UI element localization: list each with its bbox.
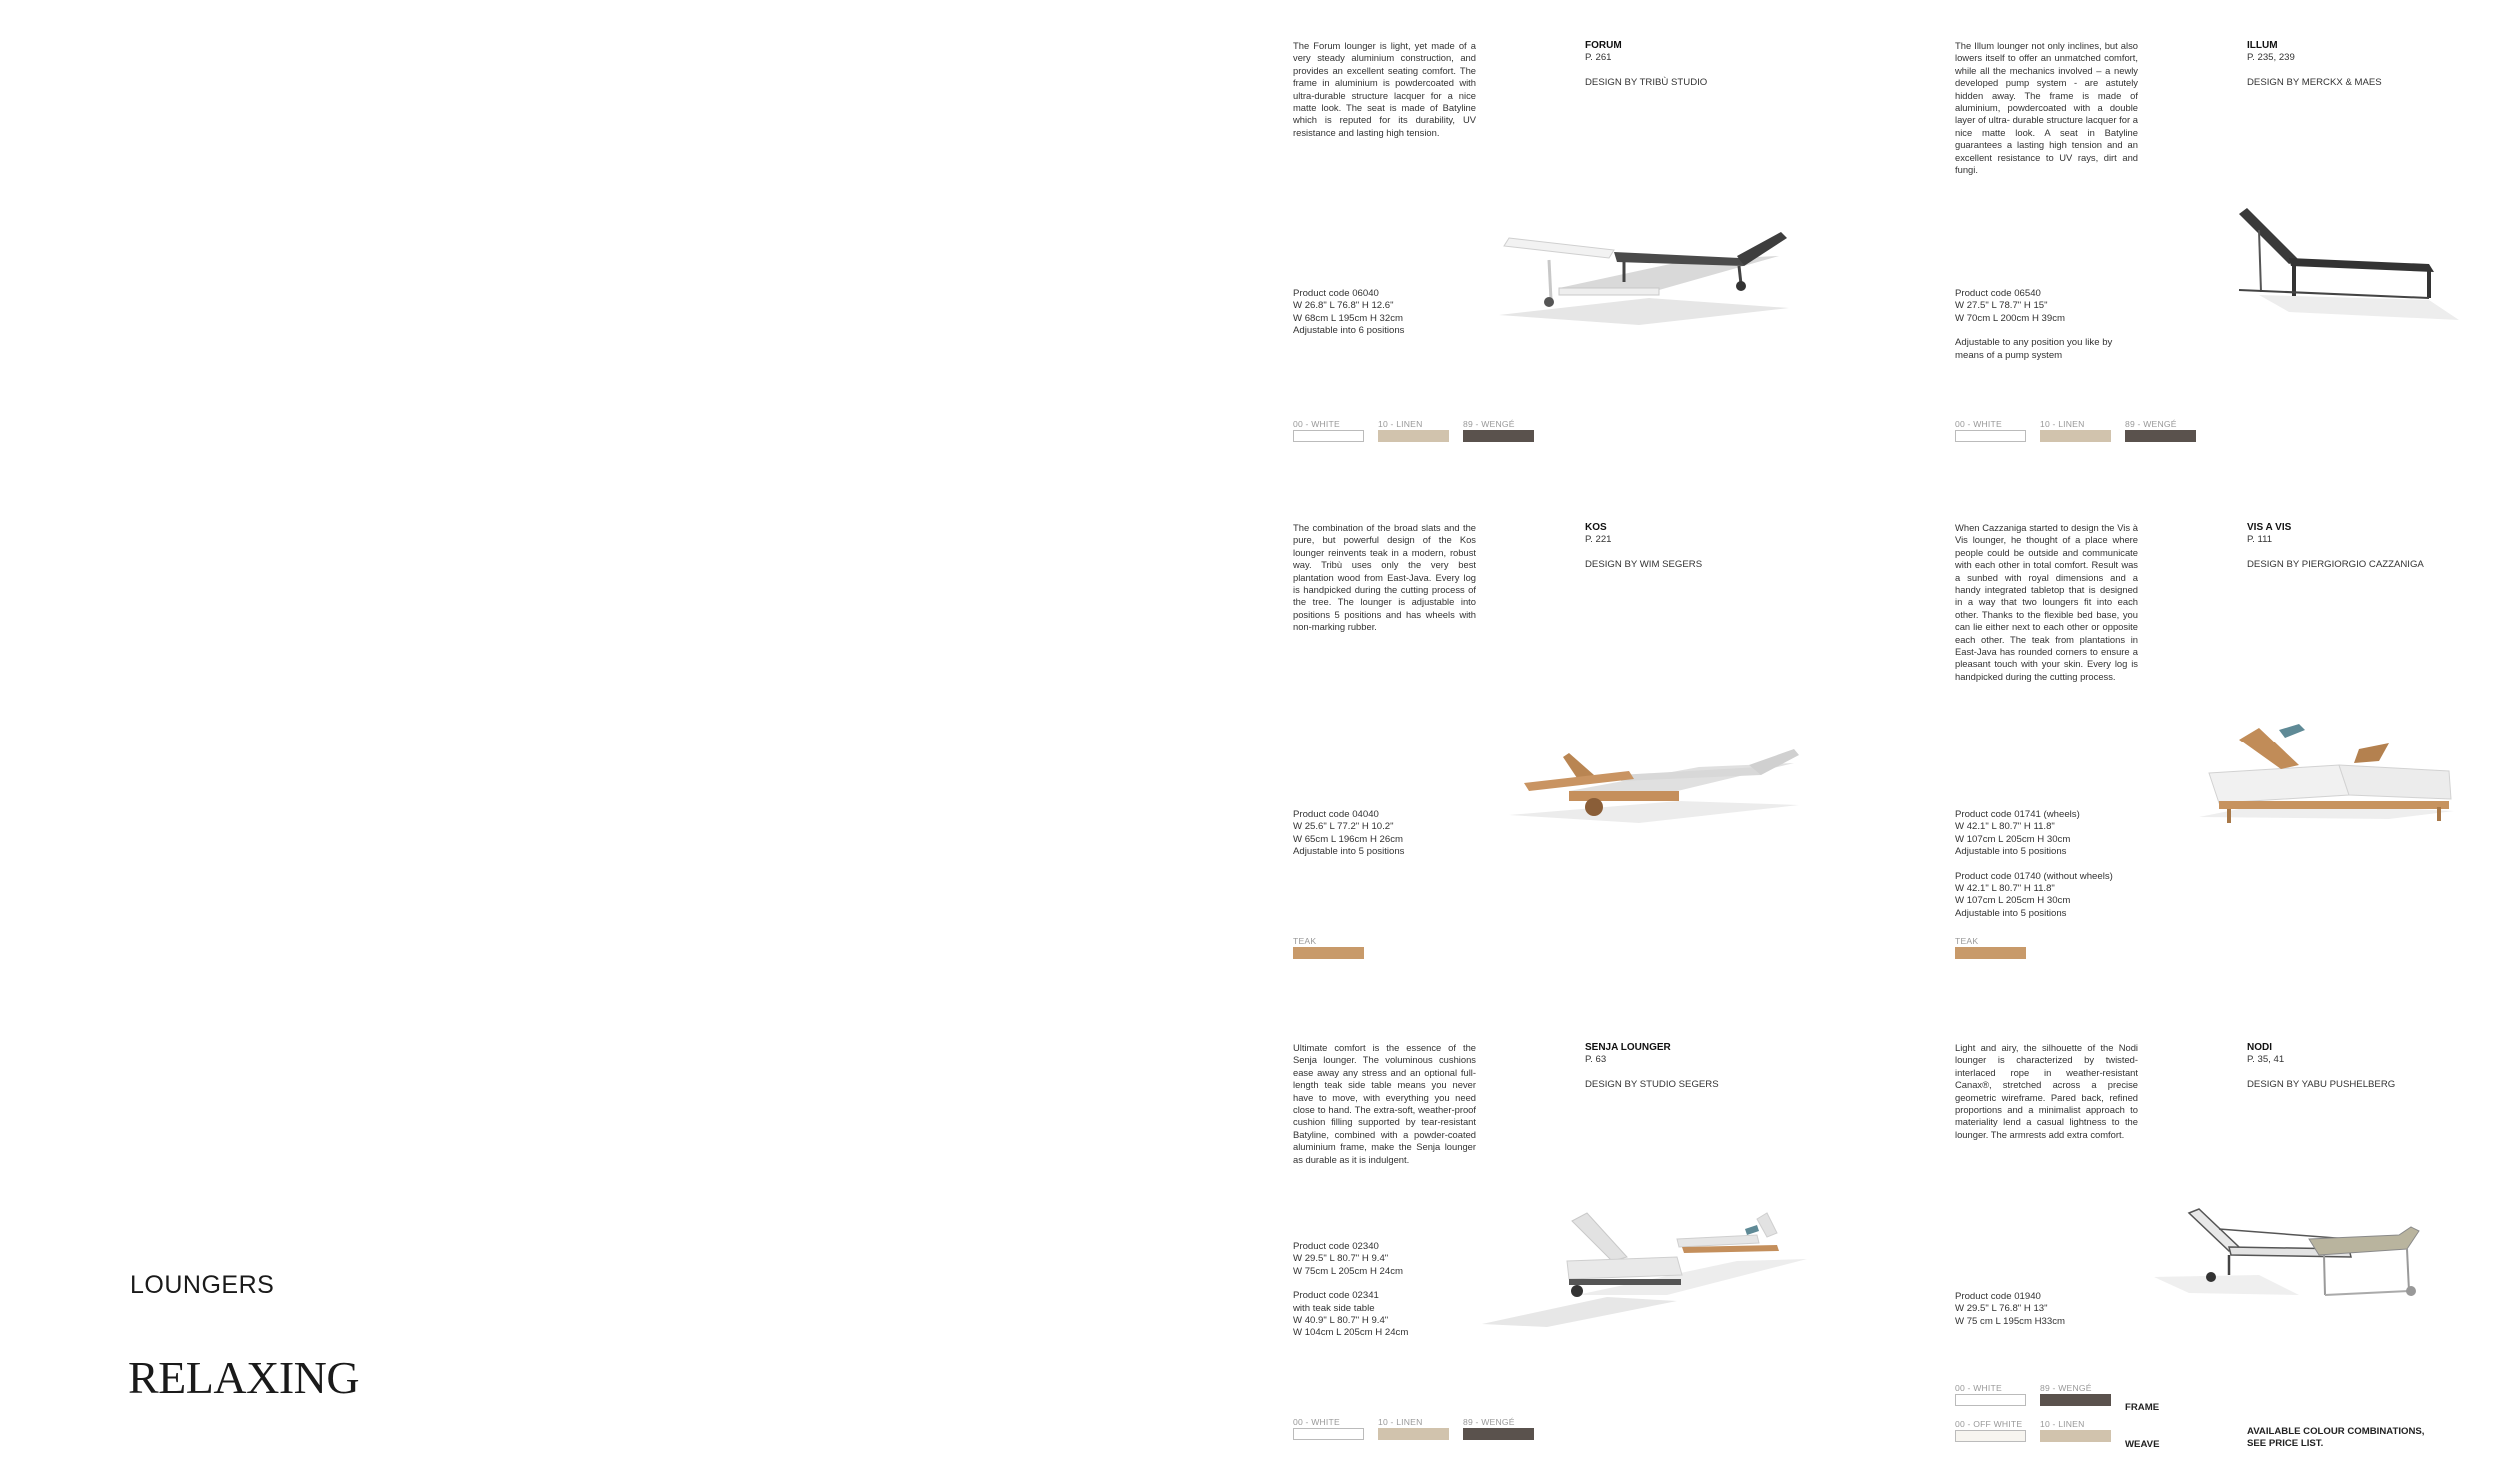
swatch-label: 10 - LINEN	[1378, 419, 1423, 429]
swatch-chip-white	[1293, 1428, 1364, 1440]
spec-block	[1955, 288, 2155, 325]
swatch-chip-wenge	[1463, 1428, 1534, 1440]
swatch-chip-linen	[2040, 430, 2111, 442]
product-specs	[1955, 288, 2155, 374]
spec-line: W 25.6" L 77.2" H 10.2"	[1293, 821, 1394, 833]
swatch-label: 00 - WHITE	[1955, 419, 2002, 429]
color-swatch	[1463, 1416, 1534, 1440]
spec-block	[1955, 809, 2155, 859]
spec-line: W 29.5" L 80.7" H 9.4"	[1293, 1253, 1389, 1265]
swatch-label: 00 - WHITE	[1293, 1417, 1340, 1427]
swatch-label: 00 - WHITE	[1955, 1383, 2002, 1393]
catalog-page-ref: P. 221	[1585, 534, 1612, 546]
spec-line: W 26.8" L 76.8" H 12.6"	[1293, 300, 1394, 312]
weave-label: WEAVE	[2125, 1439, 2160, 1450]
kos-lounger-photo	[1499, 720, 1809, 829]
spec-block	[1293, 288, 1493, 338]
spec-line: Adjustable into 5 positions	[1293, 846, 1405, 858]
swatch-label: 89 - WENGÉ	[1463, 419, 1515, 429]
spec-line: Adjustable to any position you like by	[1955, 337, 2113, 349]
product-name: ILLUM	[2247, 40, 2278, 51]
swatch-chip-teak	[1955, 947, 2026, 959]
spec-line: Adjustable into 5 positions	[1955, 907, 2067, 919]
colour-combinations-note	[2247, 1426, 2447, 1451]
product-description: Ultimate comfort is the essence of the Senja lounger. The voluminous cushions ease away any stress and an optional full-length teak side table means you never have to move, with everything you need close to hand. The extra-soft, weather-proof cushion filling supported by tear-resistant Batyline, combined with a powder-coated aluminium frame, make the Senja lounger as durable as it is indulgent.	[1293, 1042, 1476, 1165]
spec-line: W 104cm L 205cm H 24cm	[1293, 1327, 1409, 1339]
color-swatch	[2040, 418, 2111, 442]
product-description: The Forum lounger is light, yet made of a very steady aluminium construction, and provides an excellent seating comfort. The frame in aluminium is powdercoated with ultra-durable structure lacquer for a nice matte look. The seat is made of Batyline which is reputed for its durability, UV resistance and lasting high tension.	[1293, 40, 1476, 138]
swatch-chip-linen	[1378, 430, 1449, 442]
nodi-lounger-photo	[2149, 1199, 2459, 1309]
product-header	[2247, 40, 2382, 89]
swatch-label: TEAK	[1293, 936, 1317, 946]
swatch-label: 89 - WENGÉ	[2040, 1383, 2092, 1393]
color-swatch	[1293, 1416, 1364, 1440]
note-line: AVAILABLE COLOUR COMBINATIONS,	[2247, 1426, 2425, 1437]
product-specs	[1955, 1291, 2155, 1340]
product-description: When Cazzaniga started to design the Vis à Vis lounger, he thought of a place where people could be outside and communicate with each other in total comfort. Result was a sunbed with royal dimensions and a handy integrated tabletop that is designed in a way that two loungers fit into each other. Thanks to the flexible bed base, you can lie either next to each other or opposite each other. The teak from plantations in East-Java has rounded corners to ensure a pleasant touch with your skin. Every log is handpicked during the cutting process.	[1955, 522, 2138, 682]
swatch-chip-white	[1293, 430, 1364, 442]
color-swatch	[1293, 935, 1364, 959]
catalog-page-ref: P. 35, 41	[2247, 1054, 2285, 1066]
spec-line: Product code 04040	[1293, 809, 1379, 820]
color-swatches	[1293, 1416, 1548, 1440]
spec-line: Product code 02340	[1293, 1241, 1379, 1252]
product-name: KOS	[1585, 522, 1607, 533]
section-title: RELAXING	[128, 1352, 360, 1403]
color-swatch	[1955, 1418, 2026, 1442]
spec-line: W 68cm L 195cm H 32cm	[1293, 312, 1404, 324]
product-name: VIS A VIS	[2247, 522, 2292, 533]
spec-line: Product code 01741 (wheels)	[1955, 809, 2080, 820]
spec-line: W 75 cm L 195cm H33cm	[1955, 1315, 2066, 1327]
designer-credit: DESIGN BY STUDIO SEGERS	[1585, 1078, 1719, 1090]
swatch-label: 89 - WENGÉ	[2125, 419, 2177, 429]
swatch-label: 10 - LINEN	[2040, 419, 2085, 429]
spec-line: W 70cm L 200cm H 39cm	[1955, 312, 2066, 324]
spec-line: W 65cm L 196cm H 26cm	[1293, 833, 1404, 845]
swatch-chip-linen	[2040, 1430, 2111, 1442]
swatch-chip-linen	[1378, 1428, 1449, 1440]
forum-lounger-photo	[1489, 220, 1809, 330]
product-header	[1585, 1042, 1719, 1091]
spec-line: Product code 02341	[1293, 1290, 1379, 1302]
swatch-label: 89 - WENGÉ	[1463, 1417, 1515, 1427]
spec-line: means of a pump system	[1955, 349, 2063, 361]
swatch-chip-wenge	[1463, 430, 1534, 442]
spec-line: Adjustable into 6 positions	[1293, 325, 1405, 337]
color-swatch	[1378, 1416, 1449, 1440]
color-swatches	[1293, 935, 1378, 959]
product-specs	[1293, 1241, 1493, 1352]
spec-line: W 29.5" L 76.8" H 13"	[1955, 1303, 2048, 1315]
spec-block	[1955, 1291, 2155, 1328]
spec-line: W 40.9" L 80.7" H 9.4"	[1293, 1315, 1389, 1327]
catalog-page-ref: P. 261	[1585, 52, 1612, 64]
spec-line: W 107cm L 205cm H 30cm	[1955, 833, 2071, 845]
color-swatch	[1955, 935, 2026, 959]
product-header	[2247, 1042, 2395, 1091]
spec-line: Product code 01740 (without wheels)	[1955, 870, 2113, 882]
spec-block	[1293, 809, 1493, 859]
color-swatch	[1293, 418, 1364, 442]
swatch-label: 10 - LINEN	[1378, 1417, 1423, 1427]
swatch-chip-teak	[1293, 947, 1364, 959]
designer-credit: DESIGN BY MERCKX & MAES	[2247, 76, 2382, 88]
color-swatches	[1293, 418, 1548, 442]
product-specs	[1955, 809, 2155, 932]
product-specs	[1293, 288, 1493, 350]
swatch-chip-white	[1955, 1394, 2026, 1406]
weave-swatches	[1955, 1418, 2125, 1442]
product-specs	[1293, 809, 1493, 871]
product-header	[2247, 522, 2424, 571]
color-swatch	[1955, 1382, 2026, 1406]
color-swatch	[1378, 418, 1449, 442]
color-swatches	[1955, 935, 2040, 959]
swatch-chip-wenge	[2125, 430, 2196, 442]
product-name: SENJA LOUNGER	[1585, 1042, 1671, 1053]
swatch-label: 10 - LINEN	[2040, 1419, 2085, 1429]
catalog-page-ref: P. 111	[2247, 534, 2273, 546]
swatch-label: 00 - OFF WHITE	[1955, 1419, 2023, 1429]
spec-block	[1955, 337, 2155, 362]
swatch-label: 00 - WHITE	[1293, 419, 1340, 429]
spec-line: Product code 06040	[1293, 288, 1379, 299]
spec-line: W 42.1" L 80.7" H 11.8"	[1955, 883, 2055, 895]
swatch-label: TEAK	[1955, 936, 1979, 946]
color-swatch	[1955, 418, 2026, 442]
frame-label: FRAME	[2125, 1402, 2160, 1413]
spec-block	[1955, 871, 2155, 921]
section-label: LOUNGERS	[130, 1271, 275, 1299]
product-description: The Illum lounger not only inclines, but also lowers itself to offer an unmatched comfort, while all the mechanics involved – a newly developed pump system - are astutely hidden away. The frame is made of aluminium, powdercoated with a double layer of ultra- durable structure lacquer for a nice matte look. A seat in Batyline guarantees a lasting high tension and an excellent resistance to UV rays, dirt and fungi.	[1955, 40, 2138, 176]
spec-line: Adjustable into 5 positions	[1955, 846, 2067, 858]
color-swatch	[1463, 418, 1534, 442]
spec-line: W 107cm L 205cm H 30cm	[1955, 895, 2071, 907]
senja-lounger-photo	[1477, 1199, 1817, 1329]
designer-credit: DESIGN BY PIERGIORGIO CAZZANIGA	[2247, 558, 2424, 570]
designer-credit: DESIGN BY YABU PUSHELBERG	[2247, 1078, 2396, 1090]
product-header	[1585, 522, 1702, 571]
vis-a-vis-lounger-photo	[2189, 700, 2459, 839]
swatch-chip-wenge	[2040, 1394, 2111, 1406]
product-name: FORUM	[1585, 40, 1622, 51]
spec-line: W 42.1" L 80.7" H 11.8"	[1955, 821, 2055, 833]
spec-block	[1293, 1290, 1493, 1340]
catalog-page-ref: P. 63	[1585, 1054, 1607, 1066]
product-description: Light and airy, the silhouette of the Nodi lounger is characterized by twisted-interlaced rope in weather-resistant Canax®, stretched across a precise geometric wireframe. Pared back, refined proportions and a minimalist approach to materiality lend a casual lightness to the lounger. The armrests add extra comfort.	[1955, 1042, 2138, 1140]
catalog-page-ref: P. 235, 239	[2247, 52, 2295, 64]
spec-line: W 27.5" L 78.7" H 15"	[1955, 300, 2048, 312]
designer-credit: DESIGN BY TRIBÙ STUDIO	[1585, 76, 1708, 88]
swatch-chip-off-white	[1955, 1430, 2026, 1442]
color-swatch	[2125, 418, 2196, 442]
spec-line: Product code 06540	[1955, 288, 2041, 299]
note-line: SEE PRICE LIST.	[2247, 1438, 2324, 1450]
product-description: The combination of the broad slats and the pure, but powerful design of the Kos lounger reinvents teak in a modern, robust way. Tribù uses only the very best plantation wood from East-Java. Every log is handpicked during the cutting process of the tree. The lounger is adjustable into positions 5 positions and has wheels with non-marking rubber.	[1293, 522, 1476, 633]
color-swatch	[2040, 1418, 2111, 1442]
illum-lounger-photo	[2229, 200, 2469, 330]
spec-line: with teak side table	[1293, 1302, 1375, 1314]
spec-line: W 75cm L 205cm H 24cm	[1293, 1265, 1404, 1277]
color-swatch	[2040, 1382, 2111, 1406]
designer-credit: DESIGN BY WIM SEGERS	[1585, 558, 1703, 570]
product-header	[1585, 40, 1707, 89]
spec-block	[1293, 1241, 1493, 1278]
color-swatches	[1955, 418, 2210, 442]
swatch-chip-white	[1955, 430, 2026, 442]
product-name: NODI	[2247, 1042, 2272, 1053]
frame-swatches	[1955, 1382, 2125, 1406]
spec-line: Product code 01940	[1955, 1291, 2041, 1302]
